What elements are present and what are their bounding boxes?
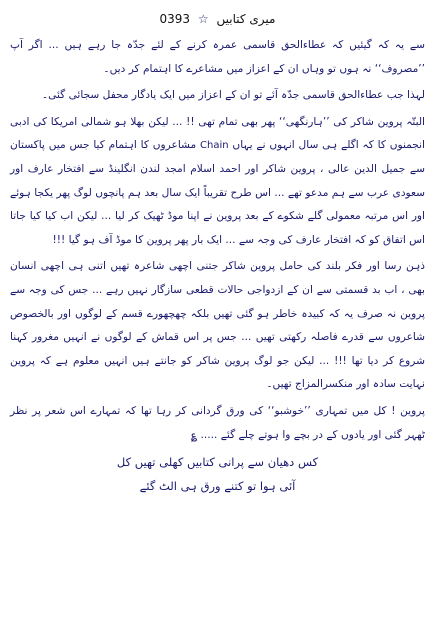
paragraph-3-part-2: مشاعروں کا اہتمام کیا جس میں پاکستان سے جمیل الدین عالی ، پروین شاکر اور احمد اسلام امجد لندن انگلینڈ سے افتخار عارف اور سعودی عرب سے ہم مدعو تھے ... اس طرح تقریباً ایک سال بعد ہم پانچوں لوگ پھر یکجا ہوئے اور اس مرتبہ معمولی گلے شکوے کے بعد پروین نے اپنا موڈ ٹھیک کر لیا ... لیکن اب کیا کیا جاتا اس اتفاق کو کہ افتخار عارف کی وجہ سے ... ایک بار پھر پروین کا موڈ آف ہو گیا !!! xyxy=(10,139,425,246)
verse-line-1: کس دھیان سے پرانی کتابیں کھلی تھیں کل xyxy=(116,455,319,470)
star-icon: ☆ xyxy=(197,12,209,26)
paragraph-5: پروین ! کل میں تمہاری ’’خوشبو‘‘ کی ورق گردانی کر رہا تھا کہ تمہارے اس شعر پر نظر ٹھہر گئی اور یادوں کے در بچے وا ہوتے چلے گئے ..... ؏ xyxy=(10,404,425,441)
verse-line-2: آئی ہوا تو کتنے ورق ہی الٹ گئے xyxy=(139,479,296,494)
paragraph-2: لہذا جب عطاءالحق قاسمی جدّہ آئے تو ان کے اعزاز میں ایک یادگار محفل سجائی گئی۔ xyxy=(41,89,425,102)
header-number: 0393 xyxy=(159,12,191,26)
paragraph-4: ذہن رسا اور فکر بلند کی حامل پروین شاکر جتنی اچھی شاعرہ تھیں اتنی ہی اچھی انسان بھی ، اب بد قسمتی سے ان کے ازدواجی حالات قطعی سازگار نہیں رہے ... جس کی وجہ سے پروین نہ صرف یہ کہ کبیدہ خاطر ہو گئی تھیں بلکہ چھچھورے قسم کے لوگوں اور بالخصوص شاعروں سے قدرے فاصلہ رکھتی تھیں ... جس پر اس قماش کے لوگوں نے انہیں مغرور کہنا شروع کر دیا تھا !!! ... لیکن جو لوگ پروین شاکر کو جانتے ہیں انہیں معلوم ہے کہ پروین نہایت سادہ اور منکسرالمزاج تھیں۔ xyxy=(10,260,425,391)
paragraph-1: سے یہ کہ گیئیں کہ عطاءالحق قاسمی عمرہ کرنے کے لئے جدّہ جا رہے ہیں ... اگر آپ ’’مصروف‘‘ نہ ہوں تو وہاں ان کے اعزاز میں مشاعرے کا اہتمام کر دیں۔ xyxy=(10,39,425,75)
page-header xyxy=(10,12,425,26)
header-title: میری کتابیں xyxy=(216,12,276,26)
paragraph-3 xyxy=(10,111,425,253)
paragraph-3-part-1: البتّہ پروین شاکر کی ’’ہارنگھی‘‘ پھر بھی تمام تھی !! ... لیکن بھلا ہو شمالی امریکا کی ادبی انجمنوں کا کہ اگلے ہی سال انہوں نے یہاں xyxy=(10,115,425,152)
verse-block xyxy=(10,450,425,498)
paragraph-3-latin-word: Chain xyxy=(200,140,229,152)
